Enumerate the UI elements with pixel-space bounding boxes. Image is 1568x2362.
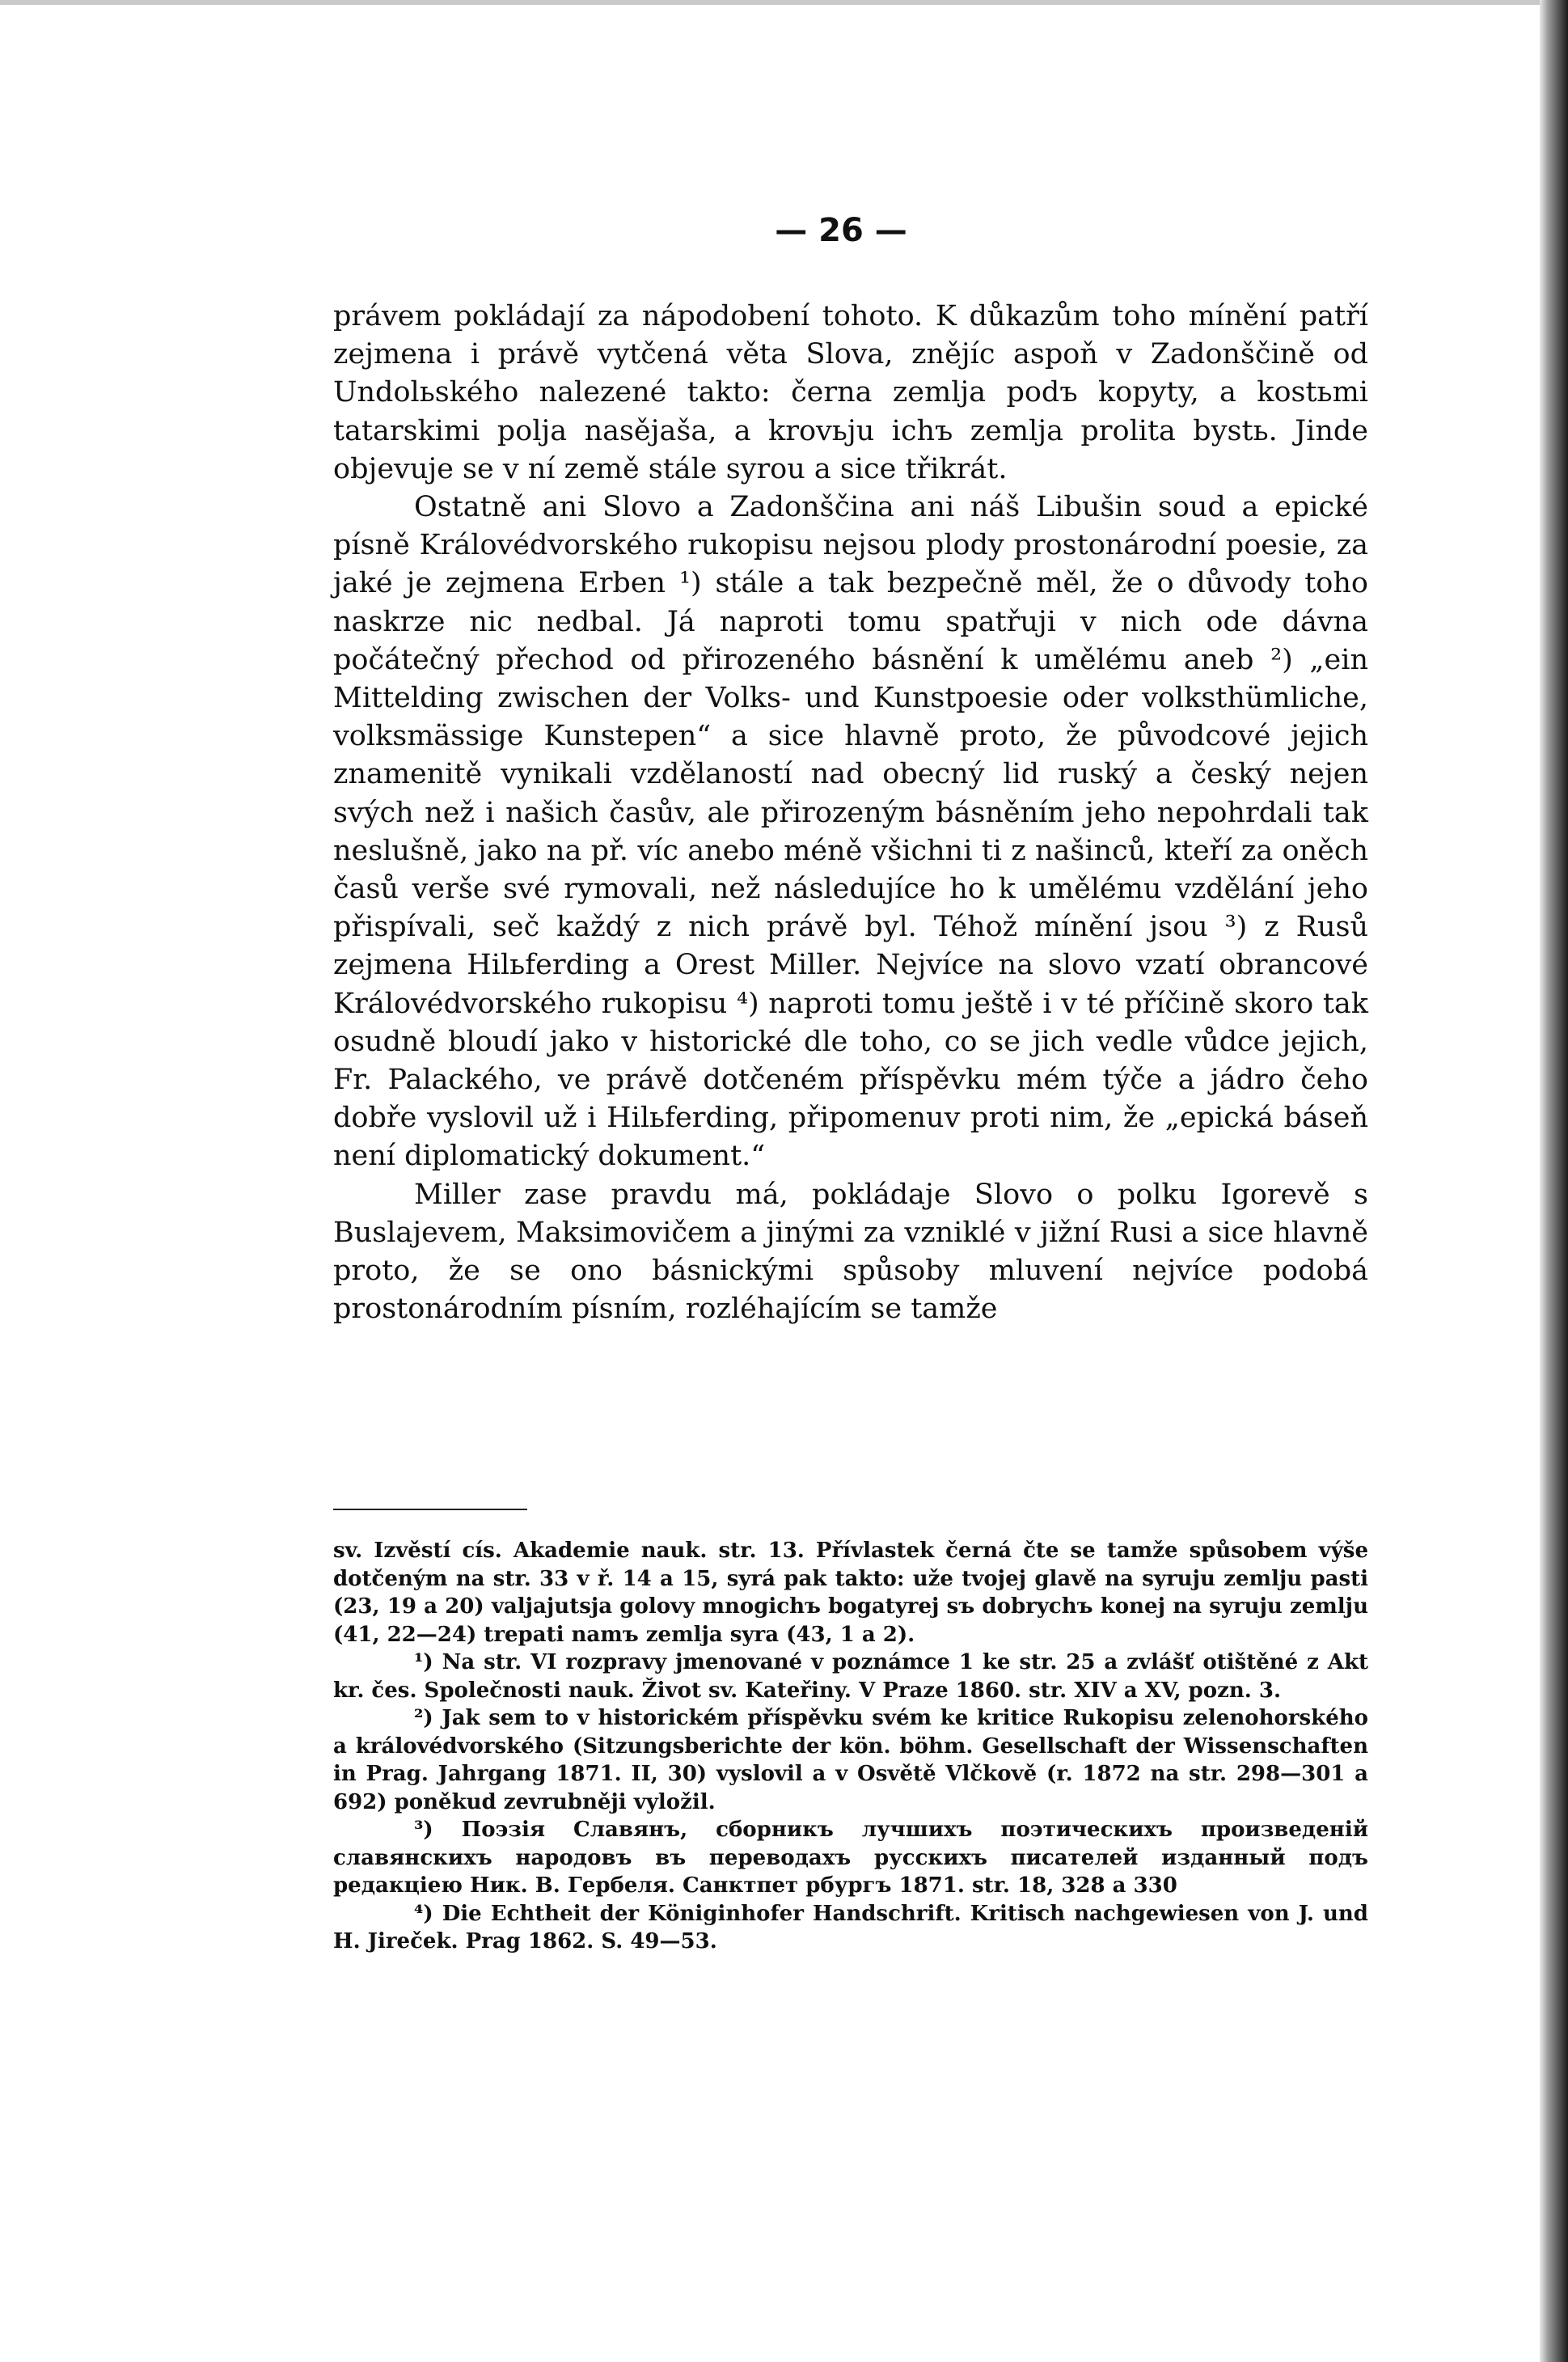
paragraph-2: Ostatně ani Slovo a Zadonščina ani náš Libušin soud a epické písně Královédvorského rukopisu nejsou plody prostonárodní poesie, za jaké je zejmena Erben ¹) stále a tak bezpečně měl, že o důvody toho naskrze nic nedbal. Já naproti tomu spatřuji v nich ode dávna počátečný přechod od přirozeného básnění k umělému aneb ²) „ein Mittelding zwischen der Volks- und Kunstpoesie oder volksthümliche, volksmässige Kunstepen“ a sice hlavně proto, že původcové jejich znamenitě vynikali vzdělaností nad obecný lid ruský a český nejen svých než i našich časův, ale přirozeným básněním jeho nepohrdali tak neslušně, jako na př. víc anebo méně všichni ti z našinců, kteří za oněch časů verše své rymovali, než následujíce ho k umělému vzdělání jeho přispívali, seč každý z nich právě byl. Téhož mínění jsou ³) z Rusů zejmena Hilьferding a Orest Miller. Nejvíce na slovo vzatí obrancové Královédvorského rukopisu ⁴) naproti tomu ještě i v té příčině skoro tak osudně bloudí jako v historické dle toho, co se jich vedle vůdce jejich, Fr. Palackého, ve právě dotčeném příspěvku mém týče a jádro čeho dobře vyslovil už i Hilьferding, připomenuv proti nim, že „epická báseň není diplomatický dokument.“ (333, 491, 1368, 1173)
footnote-text: Поэзія Славянъ, сборникъ лучшихъ поэтическихъ произведеній славянскихъ народовъ въ переводахъ русскихъ писателей изданный подъ редакціею Ник. В. Гербеля. Санктпет рбургъ 1871. str. 18, 328 a 330 (333, 1818, 1368, 1898)
paragraph-3: Miller zase pravdu má, pokládaje Slovo o polku Igorevě s Buslajevem, Maksimovičem a jinými za vzniklé v jižní Rusi a sice hlavně proto, že se ono básnickými spůsoby mluvení nejvíce podobá prostonárodním písním, rozléhajícím se tamže (333, 1178, 1368, 1326)
main-text (333, 298, 1368, 1328)
page-right-edge (1540, 0, 1568, 2362)
footnote-text: Die Echtheit der Königinhofer Handschrift. Kritisch nachgewiesen von J. und H. Jireček. Prag 1862. S. 49—53. (333, 1901, 1368, 1954)
footnote-3 (333, 1816, 1368, 1900)
paragraph-1: právem pokládají za nápodobení tohoto. K důkazům toho mínění patří zejmena i právě vytčená věta Slova, znějíc aspoň v Zadonščině od Undolьského nalezené takto: černa zemlja podъ kopyty, a kostьmi tatarskimi polja nasějaša, a krovьju ichъ zemlja prolita bystь. Jinde objevuje se v ní země stále syrou a sice třikrát. (333, 300, 1368, 485)
footnote-1 (333, 1649, 1368, 1704)
page-number: — 26 — (775, 212, 907, 249)
footnote-divider (333, 1509, 527, 1510)
footnote-mark: ²) (414, 1706, 433, 1730)
footnote-mark: ¹) (414, 1650, 433, 1674)
scan-top-edge (0, 0, 1540, 5)
footnote-continuation: sv. Izvěstí cís. Akademie nauk. str. 13. Přívlastek černá čte se tamže spůsobem výše dotčeným na str. 33 v ř. 14 a 15, syrá pak takto: uže tvojej glavě na syruju zemlju pasti (23, 19 a 20) valjajutsja golovy mnogichъ bogatyrej sъ dobrychъ konej na syruju zemlju (41, 22—24) trepati namъ zemlja syra (43, 1 a 2). (333, 1539, 1368, 1647)
footnote-text: Jak sem to v historickém příspěvku svém ke kritice Rukopisu zelenohorského a královédvorského (Sitzungsberichte der kön. böhm. Gesellschaft der Wissenschaften in Prag. Jahrgang 1871. II, 30) vyslovil a v Osvětě Vlčkově (r. 1872 na str. 298—301 a 692) poněkud zevrubněji vyložil. (333, 1706, 1368, 1814)
footnote-4 (333, 1900, 1368, 1956)
footnote-2 (333, 1704, 1368, 1816)
footnotes (333, 1537, 1368, 1956)
footnote-mark: ³) (414, 1818, 433, 1842)
footnote-mark: ⁴) (414, 1901, 433, 1926)
footnote-text: Na str. VI rozpravy jmenované v poznámce 1 ke str. 25 a zvlášť otištěné z Akt kr. čes. Společnosti nauk. Život sv. Kateřiny. V Praze 1860. str. XIV a XV, pozn. 3. (333, 1650, 1368, 1703)
